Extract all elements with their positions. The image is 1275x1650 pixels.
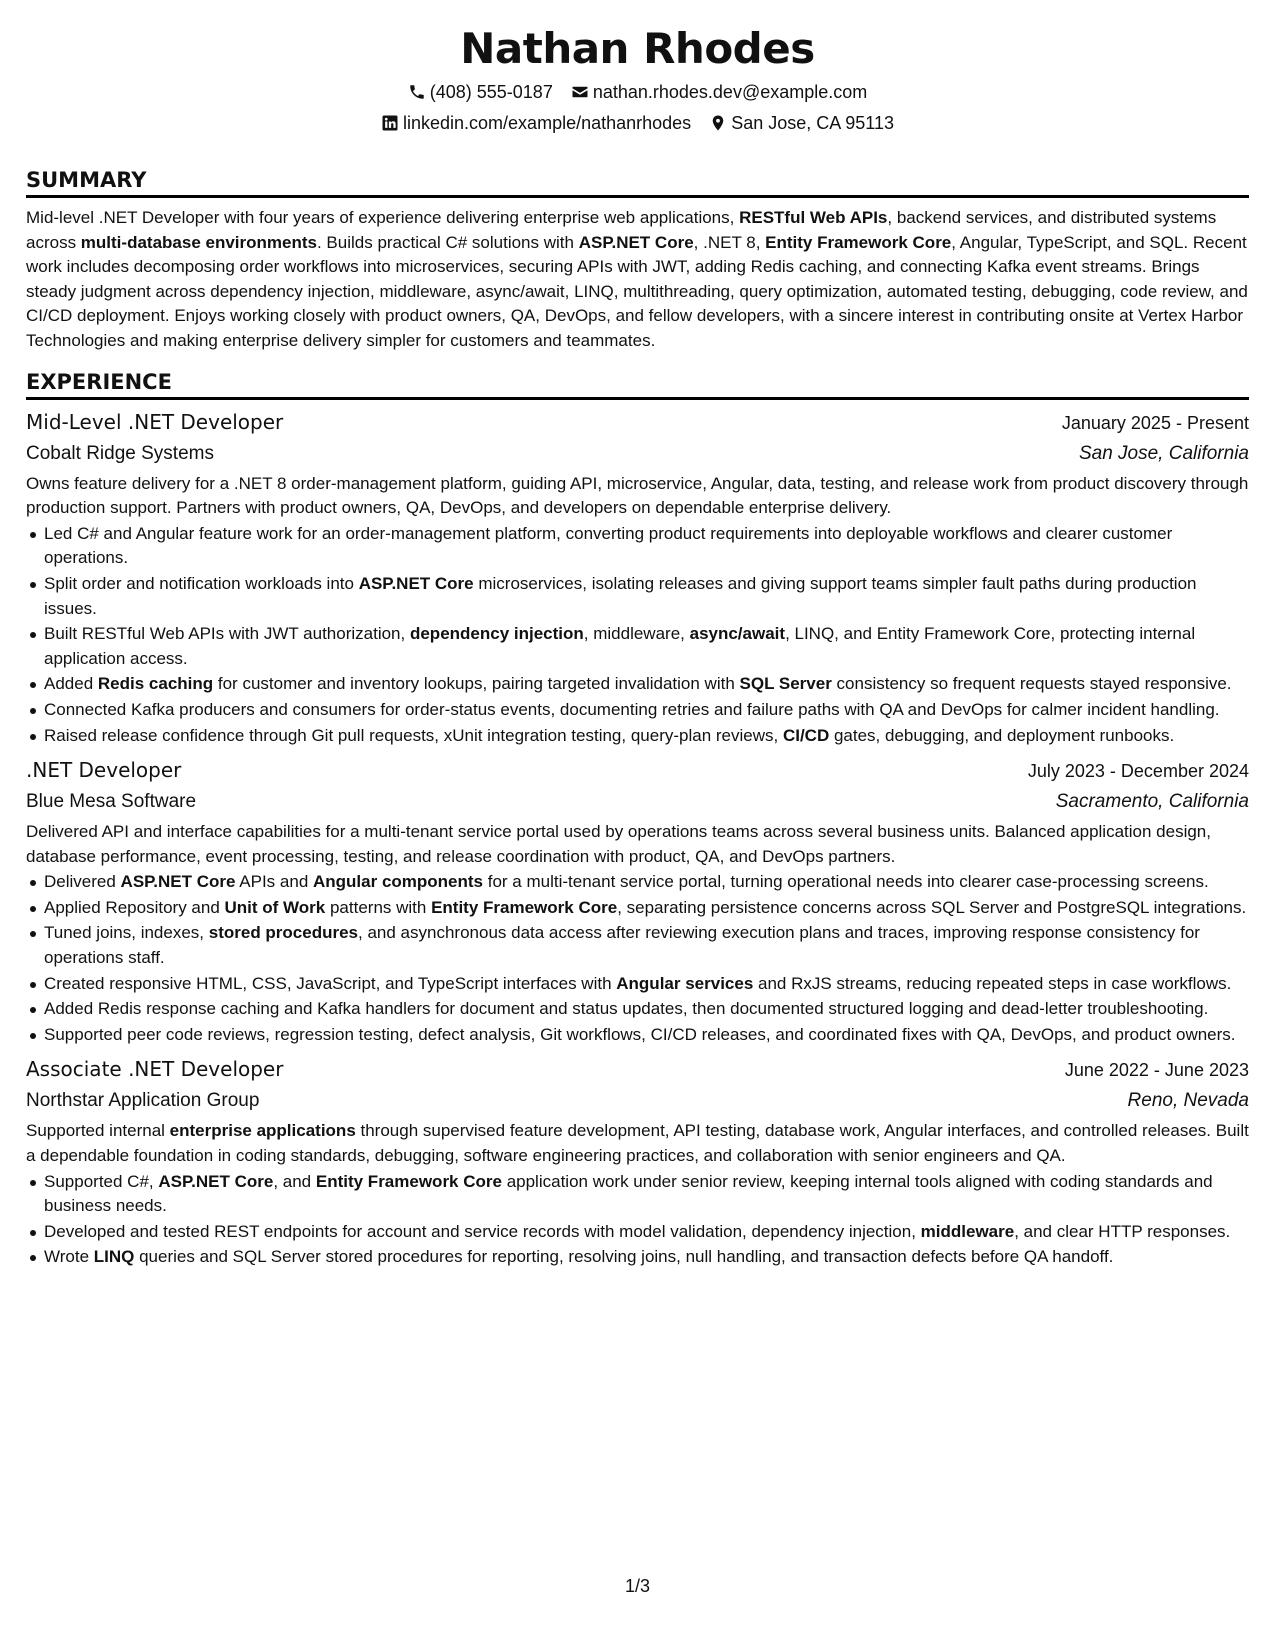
bullet-item: Tuned joins, indexes, stored procedures, and asynchronous data access after reviewing execution plans and traces, improving response consistency for operations staff. (26, 921, 1249, 970)
emphasis-text: Entity Framework Core (315, 1171, 502, 1191)
job-location: San Jose, California (1078, 442, 1249, 464)
page-number: 1/3 (624, 1576, 651, 1596)
emphasis-text: Redis caching (97, 674, 214, 694)
job-description: Owns feature delivery for a .NET 8 order-management platform, guiding API, microservice, Angular, data, testing, and release work from product discovery through production support. Partners with product owners, QA, DevOps, and developers on dependable enterprise delivery. (26, 473, 1249, 518)
bullet-item: Led C# and Angular feature work for an order-management platform, converting product requirements into deployable workflows and clearer customer operations. (26, 522, 1249, 571)
contact-linkedin[interactable] (381, 110, 691, 136)
contact-location (709, 110, 894, 136)
bullet-item: Applied Repository and Unit of Work patterns with Entity Framework Core, separating persistence concerns across SQL Server and PostgreSQL integrations. (26, 896, 1249, 921)
contact-email[interactable] (571, 79, 867, 105)
emphasis-text: middleware (920, 1221, 1015, 1241)
emphasis-text: Entity Framework Core (431, 897, 618, 917)
job-dates: July 2023 - December 2024 (1027, 761, 1249, 782)
map-pin-icon (709, 114, 727, 132)
emphasis-text: dependency injection (409, 624, 584, 644)
emphasis-text: multi-database environments (80, 232, 317, 252)
envelope-icon (571, 83, 589, 101)
job-location: Sacramento, California (1055, 791, 1249, 813)
emphasis-text: CI/CD (782, 725, 830, 745)
experience-list (26, 408, 1249, 1270)
emphasis-text: async/await (689, 624, 786, 644)
job-header (26, 1055, 1249, 1084)
job-bullets (26, 870, 1249, 1047)
contact-row-secondary (26, 110, 1249, 136)
job-description: Supported internal enterprise applications through supervised feature development, API testing, database work, Angular interfaces, and controlled releases. Built a dependable foundation in coding standards, debugging, software engineering practices, and collaboration with senior engineers and QA. (26, 1121, 1249, 1166)
emphasis-text: Unit of Work (224, 897, 326, 917)
job-header (26, 756, 1249, 785)
summary-heading: SUMMARY (26, 166, 1249, 198)
contact-row-primary (26, 79, 1249, 105)
job-title: Associate .NET Developer (26, 1057, 284, 1082)
bullet-item: Supported C#, ASP.NET Core, and Entity Framework Core application work under senior review, keeping internal tools aligned with coding standards and business needs. (26, 1170, 1249, 1219)
emphasis-text: Angular components (313, 872, 484, 892)
phone-text: (408) 555-0187 (429, 82, 553, 102)
job-entry (26, 1055, 1249, 1270)
linkedin-text: linkedin.com/example/nathanrhodes (403, 113, 692, 133)
bullet-item: Split order and notification workloads into ASP.NET Core microservices, isolating releases and giving support teams simpler fault paths during production issues. (26, 572, 1249, 621)
emphasis-text: ASP.NET Core (158, 1171, 274, 1191)
phone-icon (408, 83, 426, 101)
job-subheader (26, 440, 1249, 468)
bullet-item: Connected Kafka producers and consumers for order-status events, documenting retries and failure paths with QA and DevOps for calmer incident handling. (26, 698, 1249, 723)
emphasis-text: ASP.NET Core (358, 573, 474, 593)
bullet-item: Supported peer code reviews, regression testing, defect analysis, Git workflows, CI/CD releases, and coordinated fixes with QA, DevOps, and product owners. (26, 1023, 1249, 1048)
job-header (26, 408, 1249, 437)
bullet-item: Added Redis response caching and Kafka handlers for document and status updates, then documented structured logging and dead-letter troubleshooting. (26, 997, 1249, 1022)
emphasis-text: ASP.NET Core (120, 872, 236, 892)
contact-phone[interactable] (408, 79, 553, 105)
experience-heading: EXPERIENCE (26, 368, 1249, 400)
emphasis-text: Entity Framework Core (765, 232, 952, 252)
job-subheader (26, 788, 1249, 816)
job-entry (26, 408, 1249, 749)
job-entry (26, 756, 1249, 1047)
job-dates: June 2022 - June 2023 (1064, 1060, 1249, 1081)
emphasis-text: SQL Server (739, 674, 832, 694)
job-title: Mid-Level .NET Developer (26, 409, 284, 434)
location-text: San Jose, CA 95113 (731, 113, 894, 133)
bullet-item: Raised release confidence through Git pull requests, xUnit integration testing, query-plan reviews, CI/CD gates, debugging, and deployment runbooks. (26, 724, 1249, 749)
candidate-name: Nathan Rhodes (460, 24, 815, 73)
job-bullets (26, 522, 1249, 748)
bullet-item: Wrote LINQ queries and SQL Server stored procedures for reporting, resolving joins, null handling, and transaction defects before QA handoff. (26, 1245, 1249, 1270)
job-description: Delivered API and interface capabilities for a multi-tenant service portal used by operations teams across several business units. Balanced application design, database performance, event processing, testing, and release coordination with product, QA, and DevOps partners. (26, 822, 1211, 866)
job-bullets (26, 1170, 1249, 1270)
job-subheader (26, 1087, 1249, 1115)
job-company: Northstar Application Group (26, 1090, 260, 1112)
bullet-item: Developed and tested REST endpoints for account and service records with model validation, dependency injection, middleware, and clear HTTP responses. (26, 1220, 1249, 1245)
emphasis-text: enterprise applications (169, 1121, 356, 1141)
job-location: Reno, Nevada (1127, 1090, 1249, 1112)
linkedin-icon (381, 114, 399, 132)
email-text: nathan.rhodes.dev@example.com (592, 82, 868, 102)
emphasis-text: RESTful Web APIs (739, 208, 888, 227)
emphasis-text: stored procedures (208, 923, 359, 943)
job-title: .NET Developer (26, 758, 182, 783)
emphasis-text: Angular services (616, 973, 754, 993)
emphasis-text: LINQ (93, 1247, 135, 1267)
bullet-item: Created responsive HTML, CSS, JavaScript, and TypeScript interfaces with Angular services and RxJS streams, reducing repeated steps in case workflows. (26, 972, 1249, 997)
job-dates: January 2025 - Present (1061, 412, 1249, 433)
bullet-item: Built RESTful Web APIs with JWT authorization, dependency injection, middleware, async/await, LINQ, and Entity Framework Core, protecting internal application access. (26, 622, 1249, 671)
job-company: Cobalt Ridge Systems (26, 442, 214, 464)
bullet-item: Added Redis caching for customer and inventory lookups, pairing targeted invalidation with SQL Server consistency so frequent requests stayed responsive. (26, 672, 1249, 697)
job-company: Blue Mesa Software (26, 791, 197, 813)
bullet-item: Delivered ASP.NET Core APIs and Angular components for a multi-tenant service portal, turning operational needs into clearer case-processing screens. (26, 870, 1249, 895)
emphasis-text: ASP.NET Core (578, 232, 694, 252)
summary-paragraph: Mid-level .NET Developer with four years of experience delivering enterprise web applications, RESTful Web APIs, backend services, and distributed systems across multi-database environments. Builds practical C# solutions with ASP.NET Core, .NET 8, Entity Framework Core, Angular, TypeScript, and SQL. Recent work includes decomposing order workflows into microservices, securing APIs with JWT, adding Redis caching, and connecting Kafka event streams. Brings steady judgment across dependency injection, middleware, async/await, LINQ, multithreading, query optimization, automated testing, debugging, code review, and CI/CD deployment. Enjoys working closely with product owners, QA, DevOps, and fellow developers, with a sincere interest in contributing onsite at Vertex Harbor Technologies and making enterprise delivery simpler for customers and teammates. (26, 208, 1248, 350)
resume-page (26, 0, 1249, 1650)
